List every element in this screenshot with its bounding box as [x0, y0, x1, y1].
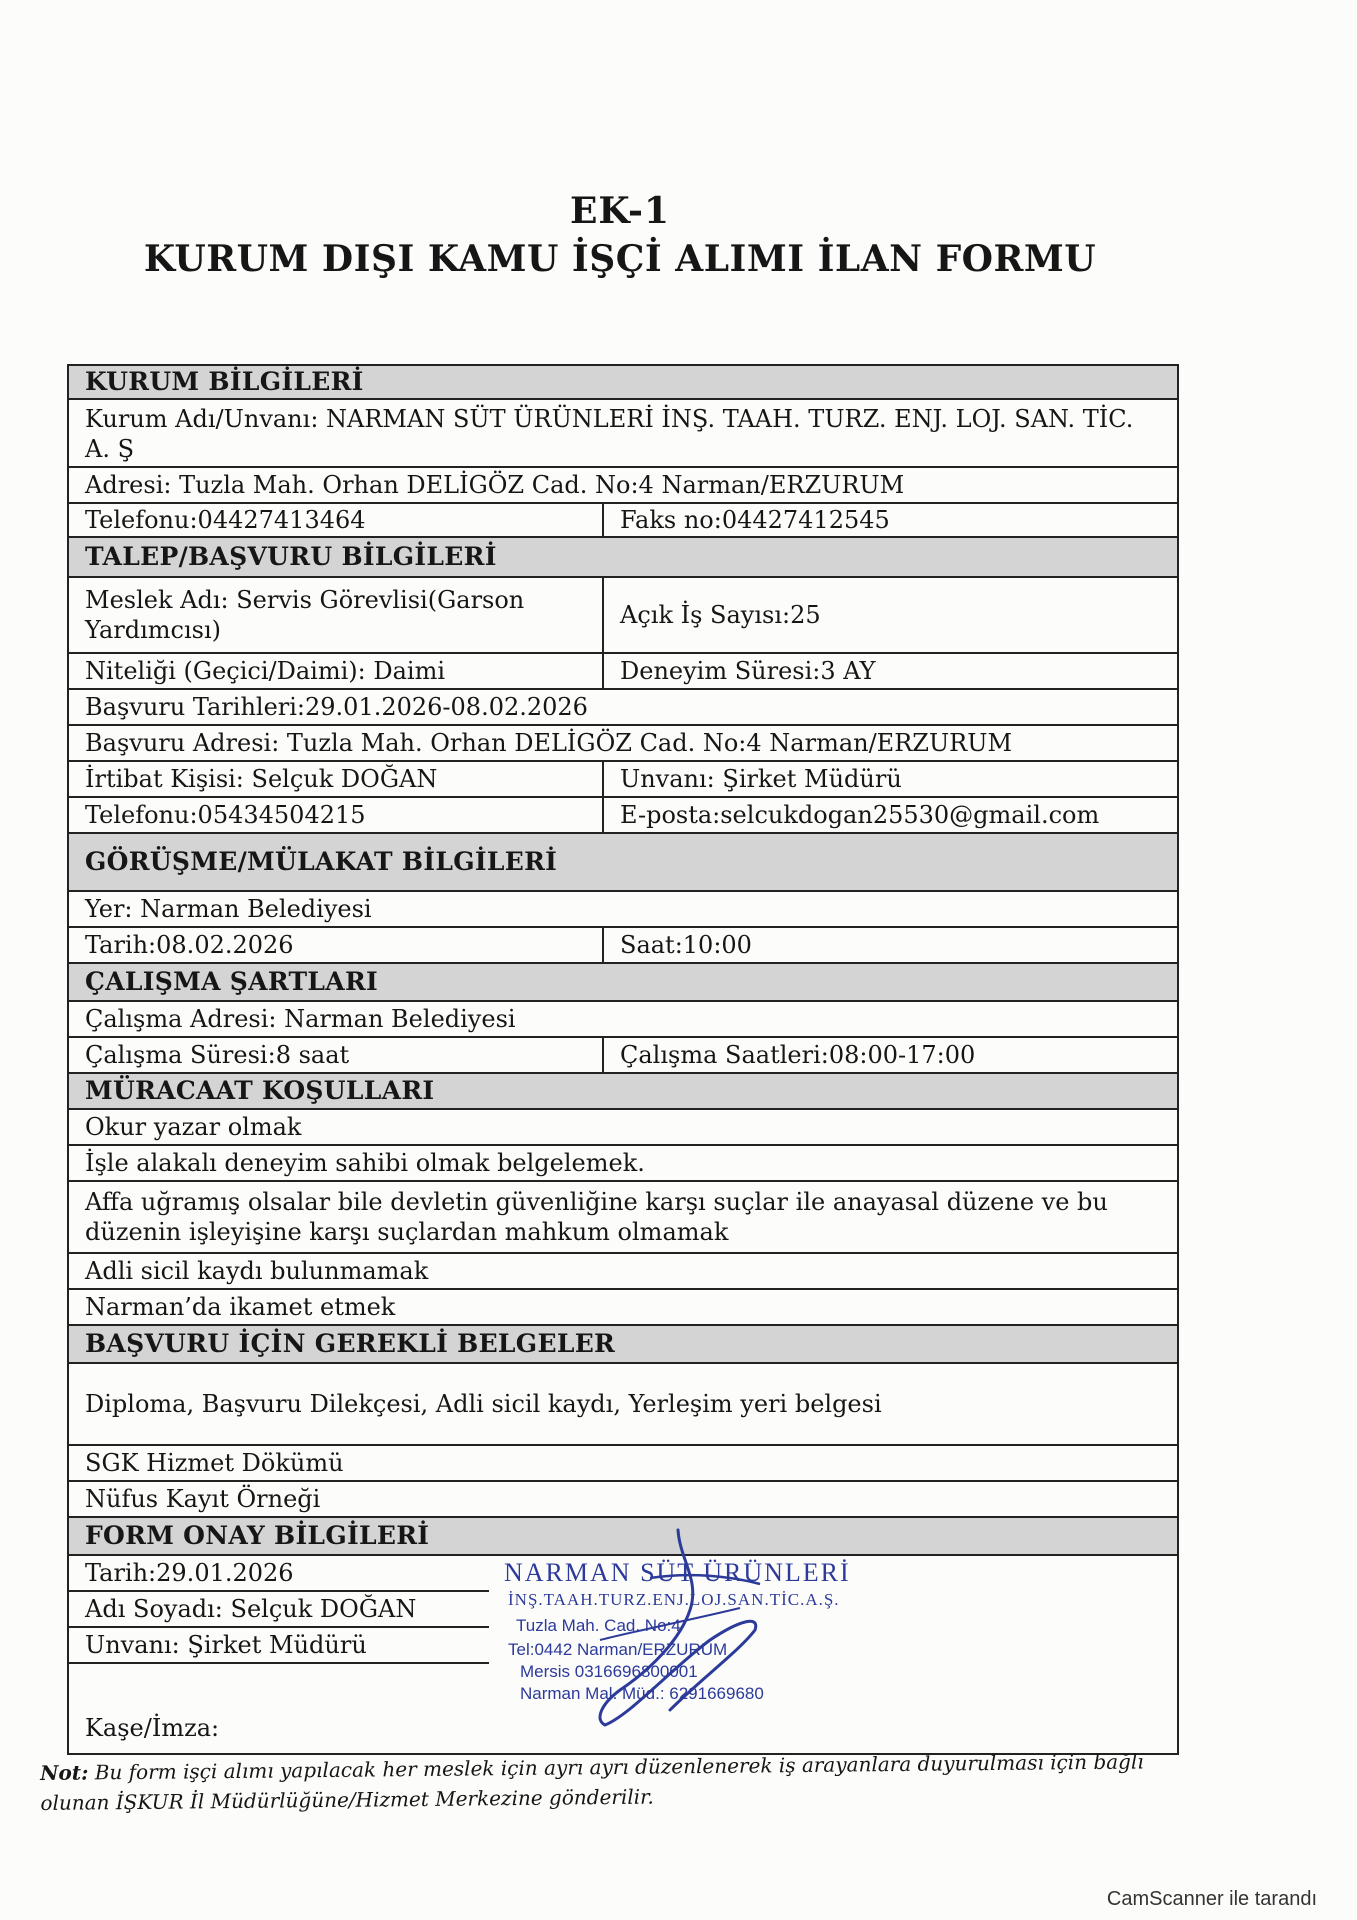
section-title: MÜRACAAT KOŞULLARI: [85, 1076, 435, 1105]
requirement-row: [69, 1182, 1177, 1254]
company-stamp: [500, 1520, 940, 1750]
stamp-mersis: Mersis 0316696800001: [520, 1662, 698, 1681]
requirement-text: Narman’da ikamet etmek: [85, 1293, 396, 1321]
note-label: Not:: [40, 1760, 89, 1785]
document-text: SGK Hizmet Dökümü: [85, 1449, 344, 1477]
open-job-count: Açık İş Sayısı:25: [602, 578, 1177, 652]
scanner-watermark: CamScanner ile tarandı: [1106, 1888, 1317, 1910]
requirement-text: Okur yazar olmak: [85, 1113, 302, 1141]
row-work-duration-hours: [69, 1038, 1177, 1074]
stamp-phone: Tel:0442 Narman/ERZURUM: [508, 1640, 728, 1659]
document-title: [0, 188, 1240, 284]
document-text: Nüfus Kayıt Örneği: [85, 1485, 321, 1513]
stamp-tax-office: Narman Mal. Müd.: 6291669680: [520, 1684, 764, 1703]
requirement-row: [69, 1146, 1177, 1182]
contact-email: E-posta:selcukdogan25530@gmail.com: [602, 798, 1177, 832]
application-dates: Başvuru Tarihleri:29.01.2026-08.02.2026: [85, 693, 588, 721]
requirement-text: [69, 1187, 1108, 1247]
profession-line2: Yardımcısı): [85, 616, 222, 644]
section-kurum: [69, 366, 1177, 400]
job-nature: Niteliği (Geçici/Daimi): Daimi: [85, 657, 445, 685]
institution-name-line1: Kurum Adı/Unvanı: NARMAN SÜT ÜRÜNLERİ İNŞ. TAAH. TURZ. ENJ. LOJ. SAN. TİC.: [85, 405, 1134, 433]
row-contact-phone-email: [69, 798, 1177, 834]
requirement-line2: düzenin işleyişine karşı suçlardan mahkum olmamak: [85, 1218, 729, 1246]
stamp-signature-label: Kaşe/İmza:: [85, 1714, 220, 1742]
document-row: [69, 1446, 1177, 1482]
approval-date: Tarih:29.01.2026: [69, 1556, 489, 1592]
section-belgeler: [69, 1326, 1177, 1364]
section-title: TALEP/BAŞVURU BİLGİLERİ: [85, 542, 497, 571]
row-application-address: [69, 726, 1177, 762]
document-row: [69, 1364, 1177, 1446]
section-title: ÇALIŞMA ŞARTLARI: [85, 967, 379, 996]
stamp-address: Tuzla Mah. Cad. No:4: [516, 1616, 681, 1635]
row-work-address: [69, 1002, 1177, 1038]
row-institution-phone-fax: [69, 504, 1177, 538]
interview-time: Saat:10:00: [602, 928, 1177, 962]
institution-name: [69, 404, 1133, 464]
requirement-text: Adli sicil kaydı bulunmamak: [85, 1257, 429, 1285]
section-title: KURUM BİLGİLERİ: [85, 367, 364, 396]
signature-scribble: [500, 1520, 940, 1750]
section-gorusme: [69, 834, 1177, 892]
section-title: BAŞVURU İÇİN GEREKLİ BELGELER: [85, 1329, 616, 1358]
section-title: FORM ONAY BİLGİLERİ: [85, 1521, 430, 1550]
section-calisma: [69, 964, 1177, 1002]
requirement-row: [69, 1110, 1177, 1146]
title-annex: EK-1: [569, 190, 671, 232]
stamp-company-name: NARMAN SÜT ÜRÜNLERİ: [504, 1558, 851, 1587]
work-address: Çalışma Adresi: Narman Belediyesi: [85, 1005, 516, 1033]
contact-title: Unvanı: Şirket Müdürü: [602, 762, 1177, 796]
form-note: [40, 1746, 1181, 1818]
application-address: Başvuru Adresi: Tuzla Mah. Orhan DELİGÖZ Cad. No:4 Narman/ERZURUM: [85, 729, 1013, 757]
institution-name-line2: A. Ş: [85, 435, 135, 463]
section-title: GÖRÜŞME/MÜLAKAT BİLGİLERİ: [85, 847, 558, 876]
work-duration: Çalışma Süresi:8 saat: [85, 1041, 350, 1069]
profession: [69, 585, 602, 645]
approval-name: Adı Soyadı: Selçuk DOĞAN: [69, 1592, 489, 1628]
row-interview-place: [69, 892, 1177, 928]
row-institution-name: [69, 400, 1177, 468]
document-row: [69, 1482, 1177, 1518]
requirement-row: [69, 1290, 1177, 1326]
contact-phone: Telefonu:05434504215: [85, 801, 366, 829]
institution-phone: Telefonu:04427413464: [85, 506, 366, 534]
work-hours: Çalışma Saatleri:08:00-17:00: [602, 1038, 1177, 1072]
document-text: Diploma, Başvuru Dilekçesi, Adli sicil kaydı, Yerleşim yeri belgesi: [85, 1390, 882, 1418]
requirement-line1: Affa uğramış olsalar bile devletin güvenliğine karşı suçlar ile anayasal düzene ve bu: [85, 1188, 1108, 1216]
experience-duration: Deneyim Süresi:3 AY: [602, 654, 1177, 688]
row-profession: [69, 578, 1177, 654]
stamp-company-type: İNŞ.TAAH.TURZ.ENJ.LOJ.SAN.TİC.A.Ş.: [508, 1590, 840, 1609]
title-main: KURUM DIŞI KAMU İŞÇİ ALIMI İLAN FORMU: [143, 238, 1097, 280]
row-interview-date-time: [69, 928, 1177, 964]
row-institution-address: [69, 468, 1177, 504]
interview-date: Tarih:08.02.2026: [85, 931, 294, 959]
interview-place: Yer: Narman Belediyesi: [85, 895, 372, 923]
note-text: Bu form işçi alımı yapılacak her meslek için ayrı ayrı düzenlenerek iş arayanlara duyurulması için bağlı olunan İŞKUR İl Müdürlüğüne/Hizmet Merkezine gönderilir.: [40, 1749, 1144, 1815]
requirement-text: İşle alakalı deneyim sahibi olmak belgelemek.: [85, 1149, 645, 1177]
row-application-dates: [69, 690, 1177, 726]
institution-fax: Faks no:04427412545: [602, 504, 1177, 536]
profession-line1: Meslek Adı: Servis Görevlisi(Garson: [85, 586, 525, 614]
section-muracaat: [69, 1074, 1177, 1110]
institution-address: Adresi: Tuzla Mah. Orhan DELİGÖZ Cad. No:4 Narman/ERZURUM: [85, 471, 905, 499]
section-talep: [69, 538, 1177, 578]
approval-title: Unvanı: Şirket Müdürü: [69, 1628, 489, 1664]
contact-person: İrtibat Kişisi: Selçuk DOĞAN: [85, 765, 438, 793]
row-contact: [69, 762, 1177, 798]
requirement-row: [69, 1254, 1177, 1290]
row-nature-experience: [69, 654, 1177, 690]
